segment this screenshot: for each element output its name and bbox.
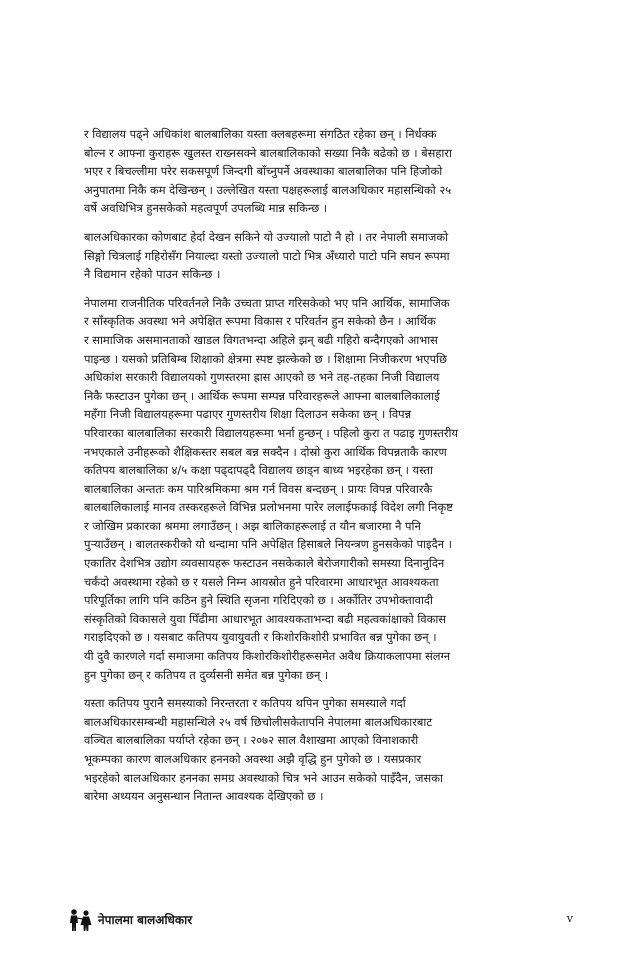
text-line: परिपूर्तिका लागि पनि कठिन हुने स्थिति सृजना गरिदिएको छ । अर्कोतिर उपभोक्तावादी (84, 593, 433, 608)
text-line: नेपालमा राजनीतिक परिवर्तनले निकै उच्चता प्राप्त गरिसकेको भए पनि आर्थिक, सामाजिक (84, 295, 450, 310)
text-line: भइरहेको बालअधिकार हननका समग्र अवस्थाको चित्र भने आउन सकेको पाइँदैन, जसका (84, 770, 443, 785)
text-line: भूकम्पका कारण बालअधिकार हननको अवस्था अझै वृद्धि हुन पुगेको छ । यसप्रकार (84, 752, 422, 766)
body-text (84, 125, 560, 816)
text-line: बालअधिकारका कोणबाट हेर्दा देखन सकिने यो उज्यालो पाटो नै हो । तर नेपाली समाजको (84, 229, 449, 244)
footer-title: नेपालमा बालअधिकार (98, 913, 193, 927)
text-line: यस्ता कतिपय पुरानै समस्याको निरन्तरता र कतिपय थपिन पुगेका समस्याले गर्दा (84, 696, 406, 711)
text-line: नभएकाले उनीहरूको शैक्षिकस्तर सबल बन्न सक्दैन । दोस्रो कुरा आर्थिक विपन्नताकै कारण (84, 444, 447, 459)
text-line: बालबालिका अन्ततः कम पारिश्रमिकमा श्रम गर्न विवस बन्दछन् । प्रायः विपन्न परिवारकै (84, 481, 433, 496)
text-line: सिङ्गो चित्रलाई गहिरोसँग नियाल्दा यस्तो उज्यालो पाटो भित्र अँध्यारो पाटो पनि सघन रूपमा (84, 248, 450, 263)
text-line: बालबालिकालाई मानव तस्करहरूले विभिन्न प्रलोभनमा पारेर ललाईफकाई विदेश लगी निकृष्ट (84, 500, 453, 515)
page-number: v (566, 912, 573, 925)
text-line: एकातिर देशभित्र उद्योग व्यवसायहरू फस्टाउन नसकेकाले बेरोजगारीको समस्या दिनानुदिन (84, 556, 445, 571)
text-line: परिवारका बालबालिका सरकारी विद्यालयहरूमा भर्ना हुन्छन् । पहिलो कुरा त पढाइ गुणस्तरीय (84, 425, 459, 440)
text-line: भएर र बिचल्लीमा परेर सकसपूर्ण जिन्दगी बाँच्नुपर्ने अवस्थाका बालबालिका पनि हिजोको (84, 164, 443, 179)
body-paragraph (84, 228, 560, 284)
text-line: कतिपय बालबालिका ४/५ कक्षा पढ्दापढ्दै विद्यालय छाड्न बाध्य भइरहेका छन् । यस्ता (84, 463, 434, 478)
body-paragraph (84, 125, 560, 218)
text-line: र सामाजिक असमानताको खाडल विगतभन्दा अहिले झन् बढी गहिरो बन्दैगएको आभास (84, 332, 438, 347)
text-line: निकै फस्टाउन पुगेका छन् । आर्थिक रूपमा सम्पन्न परिवारहरूले आफ्ना बालबालिकालाई (84, 388, 440, 403)
body-paragraph (84, 694, 560, 806)
text-line: हुन पुगेका छन् र कतिपय त दुर्व्यसनी समेत बन्न पुगेका छन् । (84, 667, 329, 682)
text-line: बालअधिकारसम्बन्धी महासन्धिले २५ वर्ष छिचोलीसकेतापनि नेपालमा बालअधिकारबाट (84, 714, 433, 729)
text-line: नै विद्यमान रहेको पाउन सकिन्छ । (84, 267, 221, 282)
text-line: अनुपातमा निकै कम देखिन्छन् । उल्लेखित यस्ता पक्षहरूलाई बालअधिकार महासन्धिको २५ (84, 182, 452, 197)
text-line: र विद्यालय पढ्ने अधिकांश बालबालिका यस्ता क्लबहरूमा संगठित रहेका छन् । निर्धक्क (84, 127, 437, 141)
page-footer (68, 908, 573, 932)
text-line: वर्षे अवधिभित्र हुनसकेको महत्वपूर्ण उपलब्धि मान्न सकिन्छ । (84, 201, 328, 216)
text-line: गराइदिएको छ । यसबाट कतिपय युवायुवती र किशोरकिशोरी प्रभावित बन्न पुगेका छन् । (84, 630, 437, 645)
text-line: चर्कंदो अवस्थामा रहेको छ र यसले निम्न आयस्रोत हुने परिवारमा आधारभूत आवश्यकता (84, 574, 439, 589)
text-line: अधिकांश सरकारी विद्यालयको गुणस्तरमा ह्रास आएको छ भने तह-तहका निजी विद्यालय (84, 370, 440, 385)
text-line: बोल्न र आफ्ना कुराहरू खुलस्त राख्नसक्ने बालबालिकाको सख्या निकै बढेको छ । बेसहारा (84, 145, 452, 160)
text-line: र जोखिम प्रकारका श्रममा लगाउँछन् । अझ बालिकाहरूलाई त यौन बजारमा नै पनि (84, 518, 421, 533)
text-line: यी दुवै कारणले गर्दा समाजमा कतिपय किशोरकिशोरीहरूसमेत अवैध क्रियाकलापमा संलग्न (84, 649, 451, 664)
text-line: बारेमा अध्ययन अनुसन्धान नितान्त आवश्यक देखिएको छ । (84, 789, 324, 804)
children-silhouette-icon (68, 908, 94, 932)
text-line: महँगा निजी विद्यालयहरूमा पढाएर गुणस्तरीय शिक्षा दिलाउन सकेका छन् । विपन्न (84, 407, 412, 422)
text-line: वञ्चित बालबालिका पर्याप्ते रहेका छन् । २०७२ साल वैशाखमा आएको विनाशकारी (84, 733, 419, 748)
text-line: र साँस्कृतिक अवस्था भने अपेक्षित रूपमा विकास र परिवर्तन हुन सकेको छैन । आर्थिक (84, 314, 436, 329)
text-line: पुऱ्याउँछन् । बालतस्करीको यो धन्दामा पनि अपेक्षित हिसाबले नियन्त्रण हुनसकेको पाइदैन । (84, 537, 452, 552)
text-line: संस्कृतिको विकासले युवा पिँढीमा आधारभूत आवश्यकताभन्दा बढी महत्वकांक्षाको विकास (84, 611, 446, 626)
body-paragraph (84, 294, 560, 684)
text-line: पाइन्छ । यसको प्रतिबिम्ब शिक्षाको क्षेत्रमा स्पष्ट झल्केको छ । शिक्षामा निजीकरण भएपछि (84, 351, 447, 366)
